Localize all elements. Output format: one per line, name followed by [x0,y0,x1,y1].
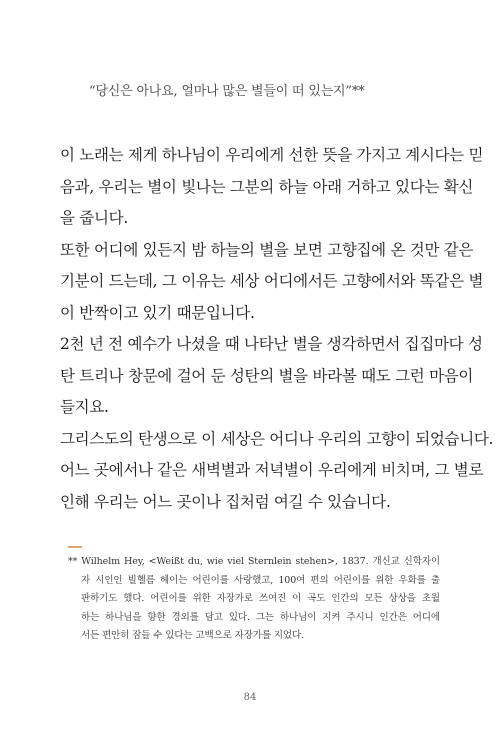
footnote-line: 하는 하나님을 향한 경외를 담고 있다. 그는 하나님이 지켜 주시니 인간은 어디에 [81,611,440,623]
footnote-line: 서든 편안히 잠들 수 있다는 고백으로 자장가를 지었다. [81,630,305,641]
footnote-line: 자 시인인 빌헬름 헤이는 어린이를 사랑했고, 100여 편의 어린이를 위한 우화를 출 [81,574,440,586]
body-line: 들지요. [60,398,109,416]
body-line: 이 반짝이고 있기 때문입니다. [60,303,255,322]
body-line: 기분이 드는데, 그 이유는 세상 어디에서든 고향에서와 똑같은 별 [60,272,484,290]
body-line: 탄 트리나 창문에 걸어 둔 성탄의 별을 바라볼 때도 그런 마음이 [60,366,474,385]
page-number: 84 [243,692,257,703]
body-line: 어느 곳에서나 같은 새벽별과 저녁별이 우리에게 비치며, 그 별로 [60,461,484,479]
footnote-line: ** Wilhelm Hey, <Weißt du, wie viel Sternlein stehen>, 1837. 개신교 신학자이 [68,556,440,567]
footnote-divider [68,546,82,548]
footnote-line: 판하기도 했다. 어린이를 위한 자장가로 쓰여진 이 곡도 인간의 모든 상상을 초월 [81,593,440,604]
body-line: 인해 우리는 어느 곳이나 집처럼 여길 수 있습니다. [60,492,391,511]
body-line: 음과, 우리는 별이 빛나는 그분의 하늘 아래 거하고 있다는 확신 [60,177,474,196]
body-line: 또한 어디에 있든지 밤 하늘의 별을 보면 고향집에 온 것만 같은 [60,240,474,259]
footnote [68,553,440,646]
body-line: 이 노래는 제게 하나님이 우리에게 선한 뜻을 가지고 계시다는 믿 [60,146,484,164]
body-line: 2천 년 전 예수가 나셨을 때 나타난 별을 생각하면서 집집마다 성 [60,335,483,353]
body-line: 그리스도의 탄생으로 이 세상은 어디나 우리의 고향이 되었습니다. [60,429,494,448]
body-text [60,140,494,518]
body-line: 을 줍니다. [60,209,128,227]
epigraph-quote: “당신은 아나요, 얼마나 많은 별들이 떠 있는지”** [89,84,365,99]
